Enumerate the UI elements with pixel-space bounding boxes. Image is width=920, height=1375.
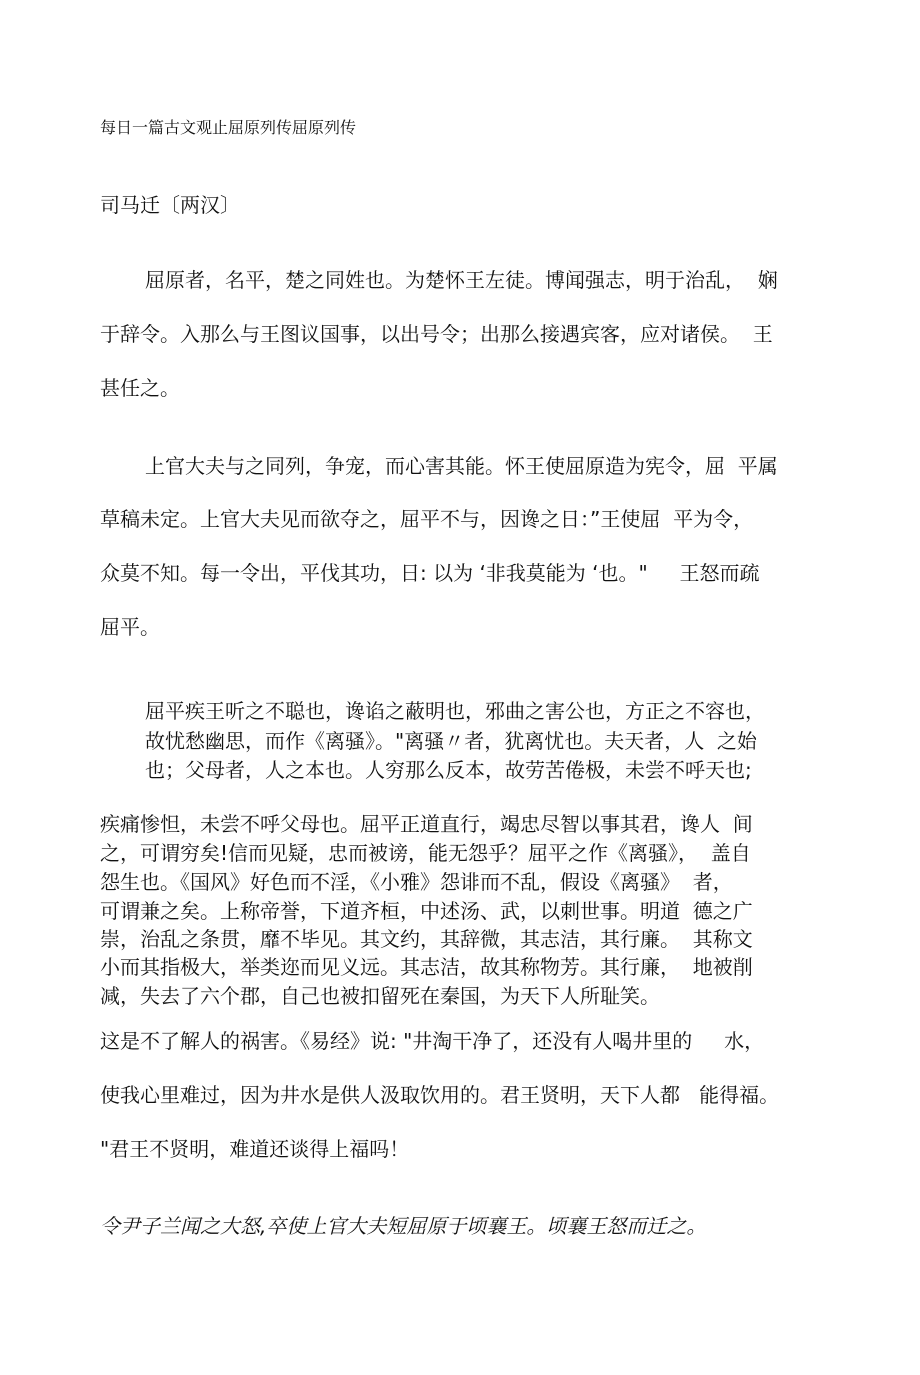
paragraph-4-line-5: 崇，治乱之条贯，靡不毕见。其文约，其辞微，其志洁，其行廉。 其称文 (100, 927, 753, 951)
paragraph-5-line-2: 使我心里难过，因为井水是供人汲取饮用的。君王贤明，天下人都 能得福。 (100, 1083, 780, 1107)
paragraph-2-line-1: 上官大夫与之同列，争宠，而心害其能。怀王使屈原造为宪令，屈 平属 (145, 454, 778, 478)
paragraph-5-line-3: "君王不贤明，难道还谈得上福吗！ (100, 1137, 410, 1161)
author-line: 司马迁〔两汉〕 (100, 193, 240, 217)
paragraph-2-line-2: 草稿未定。上官大夫见而欲夺之，屈平不与，因谗之日：”王使屈 平为令， (100, 507, 754, 531)
paragraph-4-line-1: 疾痛惨怛，未尝不呼父母也。屈平正道直行，竭忠尽智以事其君，谗人 间 (100, 812, 753, 836)
paragraph-1-line-3: 甚任之。 (100, 376, 180, 400)
paragraph-3-line-3: 也；父母者，人之本也。人穷那么反本，故劳苦倦极，未尝不呼天也; (145, 758, 752, 782)
paragraph-4-line-7: 减，失去了六个郡，自己也被扣留死在秦国，为天下人所耻笑。 (100, 984, 660, 1008)
paragraph-1-line-2: 于辞令。入那么与王图议国事，以出号令；出那么接遇宾客，应对诸侯。 王 (100, 322, 773, 346)
paragraph-3-line-2: 故忧愁幽思，而作《离骚》。"离骚〃者，犹离忧也。夫天者，人 之始 (145, 729, 757, 753)
paragraph-4-line-4: 可谓兼之矣。上称帝誉，下道齐桓，中述汤、武，以刺世事。明道 德之广 (100, 899, 753, 923)
document-header: 每日一篇古文观止屈原列传屈原列传 (100, 118, 357, 137)
paragraph-5-line-1: 这是不了解人的祸害。《易经》说: "井淘干净了，还没有人喝井里的 水， (100, 1029, 765, 1053)
paragraph-2-line-3: 众莫不知。每一令出，平伐其功，日: 以为 ‘非我莫能为 ‘也。" 王怒而疏 (100, 561, 760, 585)
paragraph-4-line-3: 怨生也。《国风》好色而不淫，《小雅》怨诽而不乱，假设《离骚》 者， (100, 870, 733, 894)
paragraph-2-line-4: 屈平。 (100, 615, 160, 639)
paragraph-6-line-1: 令尹子兰闻之大怒,卒使上官大夫短屈原于顷襄王。顷襄王怒而迁之。 (100, 1214, 707, 1238)
paragraph-4-line-6: 小而其指极大，举类迩而见义远。其志洁，故其称物芳。其行廉， 地被削 (100, 955, 753, 979)
paragraph-1-line-1: 屈原者，名平，楚之同姓也。为楚怀王左徒。博闻强志，明于治乱， 娴 (145, 268, 778, 292)
paragraph-4-line-2: 之，可谓穷矣!信而见疑，忠而被谤，能无怨乎？屈平之作《离骚》， 盖自 (100, 841, 751, 865)
paragraph-3-line-1: 屈平疾王听之不聪也，谗谄之蔽明也，邪曲之害公也，方正之不容也， (145, 699, 765, 723)
